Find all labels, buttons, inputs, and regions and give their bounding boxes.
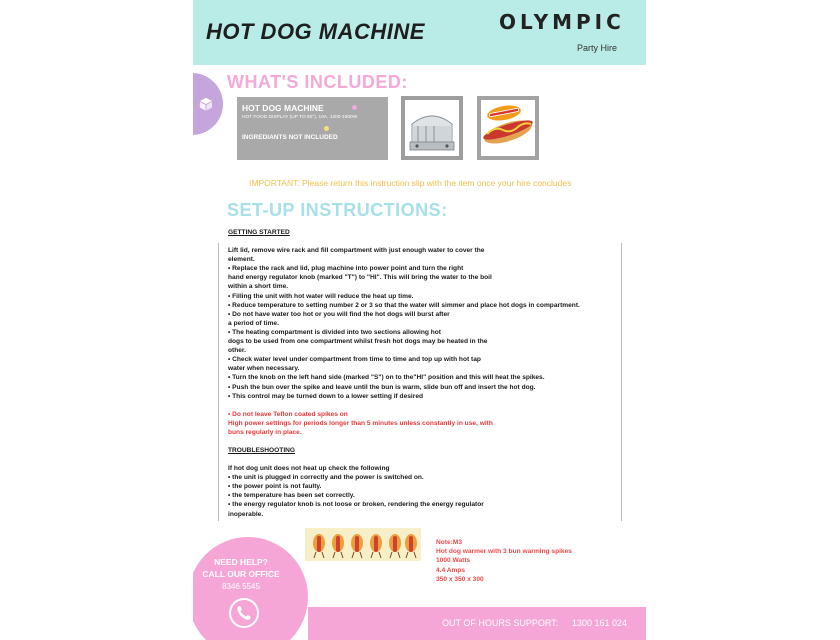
instructions-body — [228, 228, 626, 519]
item-spec: HOT FOOD DISPLAY (UP TO 80°), 10A, 1200-1500W — [242, 115, 358, 120]
troubleshooting-line: • the energy regulator knob is not loose or broken, rendering the energy regulator — [228, 501, 484, 509]
ingredients-note: INGREDIANTS NOT INCLUDED — [242, 134, 338, 141]
brand-tagline: Party Hire — [577, 43, 618, 53]
help-text — [196, 556, 286, 580]
important-notice: IMPORTANT: Please return this instruction slip with the item once your hire concludes — [249, 178, 572, 188]
instruction-line: water when necessary. — [228, 365, 300, 373]
troubleshooting-line: inoperable. — [228, 510, 264, 518]
note-line: Note:M3 — [436, 539, 463, 546]
instruction-line: a period of time. — [228, 319, 279, 327]
instruction-line: • Reduce temperature to setting number 2 or 3 so that the water will simmer and place hot dogs in compartment. — [228, 301, 580, 309]
yellow-dot — [324, 126, 329, 131]
setup-heading: SET-UP INSTRUCTIONS: — [227, 200, 448, 220]
item-name: HOT DOG MACHINE — [242, 103, 324, 113]
box-icon — [199, 97, 213, 111]
instruction-line: Lift lid, remove wire rack and fill compartment with just enough water to cover the — [228, 247, 485, 255]
instruction-line: • Do not have water too hot or you will find the hot dogs will burst after — [228, 310, 450, 318]
troubleshooting-line: • the power point is not faulty. — [228, 483, 322, 491]
note-line: 1000 Watts — [436, 557, 471, 565]
troubleshooting-line: • the temperature has been set correctly. — [228, 492, 355, 500]
note-line: 350 x 350 x 300 — [436, 575, 484, 583]
note-line: Hot dog warmer with 3 bun warming spikes — [436, 548, 572, 556]
hot-dog-characters-illustration — [305, 528, 421, 561]
included-heading: WHAT'S INCLUDED: — [227, 72, 408, 92]
instruction-line: hand energy regulator knob (marked "T") to "HI". This will bring the water to the boil — [228, 274, 492, 282]
office-phone[interactable]: 8346 5545 — [222, 582, 260, 591]
warning-line: High power settings for periods longer than 5 minutes unless constantly in use, with — [228, 419, 493, 427]
instruction-line: • The heating compartment is divided into two sections allowing hot — [228, 328, 441, 336]
troubleshooting-line: If hot dog unit does not heat up check the following — [228, 465, 390, 473]
troubleshooting-line: • the unit is plugged in correctly and the power is switched on. — [228, 474, 424, 482]
page-title: HOT DOG MACHINE — [206, 19, 425, 44]
support-label: OUT OF HOURS SUPPORT: — [442, 618, 559, 628]
instruction-line: • This control may be turned down to a lower setting if desired — [228, 392, 424, 400]
help-line-1: NEED HELP? — [214, 557, 268, 567]
instruction-line: • Check water level under compartment from time to time and top up with hot tap — [228, 356, 481, 364]
header-banner — [193, 0, 646, 65]
instruction-line: dogs to be used from one compartment whilst fresh hot dogs may be heated in the — [228, 338, 488, 346]
hot-dog-machine-photo — [401, 96, 463, 160]
left-rule — [218, 243, 219, 521]
warning-line: buns regularly in place. — [228, 428, 302, 436]
instruction-line: • Replace the rack and lid, plug machine into power point and turn the right — [228, 265, 464, 273]
pink-dot — [352, 105, 357, 110]
hot-dog-illustration — [477, 96, 539, 160]
instruction-line: within a short time. — [228, 283, 289, 291]
getting-started-heading: GETTING STARTED — [228, 229, 290, 236]
instruction-line: element. — [228, 256, 255, 264]
instruction-line: • Filling the unit with hot water will reduce the heat up time. — [228, 292, 414, 300]
brand-logo: OLYMPIC — [499, 10, 625, 34]
warning-line: • Do not leave Teflon coated spikes on — [228, 410, 348, 418]
included-item-card — [237, 97, 388, 160]
help-line-2: CALL OUR OFFICE — [202, 569, 280, 579]
instruction-line: • Turn the knob on the left hand side (marked "S") on to the"HI" position and this will heat the spikes. — [228, 374, 545, 382]
phone-icon[interactable] — [228, 597, 260, 629]
document-page — [193, 0, 646, 640]
support-phone[interactable]: 1300 161 024 — [572, 618, 628, 628]
note-line: 4.4 Amps — [436, 566, 466, 574]
instruction-line: other. — [228, 347, 246, 355]
model-note — [436, 538, 572, 584]
troubleshooting-heading: TROUBLESHOOTING — [228, 446, 296, 454]
footer-bar — [308, 607, 646, 640]
instruction-line: • Push the bun over the spike and leave until the bun is warm, slide bun off and insert the hot dog. — [228, 383, 536, 391]
